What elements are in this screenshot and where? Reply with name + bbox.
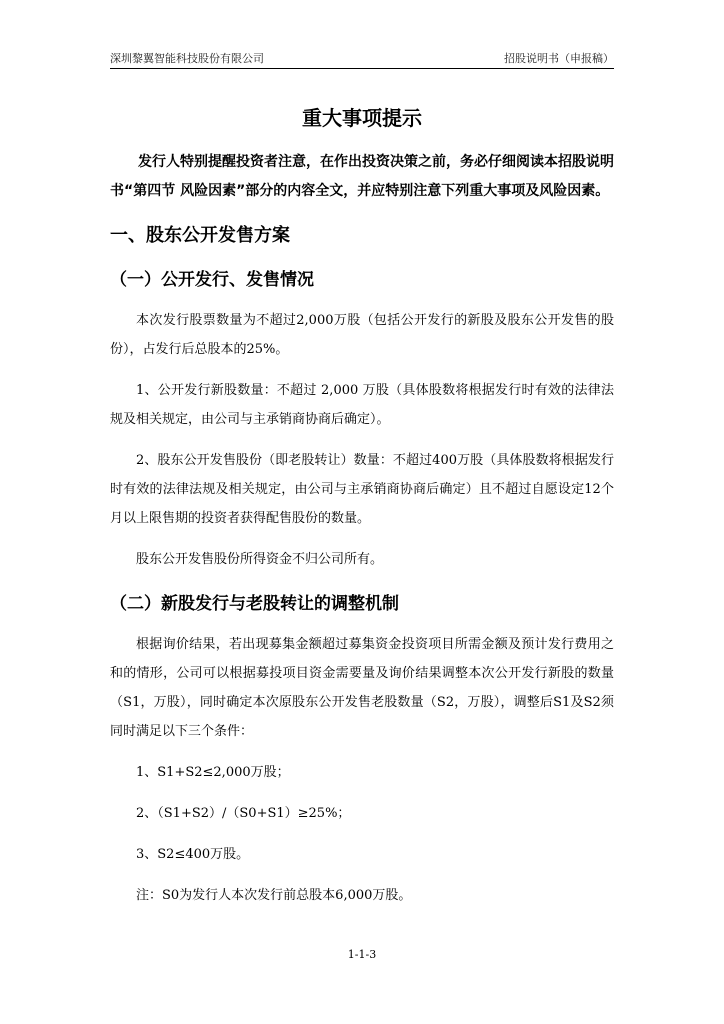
- paragraph: 2、股东公开发售股份（即老股转让）数量：不超过400万股（具体股数将根据发行时有效的法律法规及相关规定，由公司与主承销商协商后确定）且不超过自愿设定12个月以上限售期的投资者获得配售股份的数量。: [110, 453, 614, 526]
- paragraph: 本次发行股票数量为不超过2,000万股（包括公开发行的新股及股东公开发售的股份），占发行后总股本的25%。: [110, 313, 614, 357]
- page-header: [110, 50, 614, 66]
- condition-item: 2、（S1+S2）/（S0+S1）≥25%；: [136, 806, 351, 821]
- header-company: 深圳黎翼智能科技股份有限公司: [110, 52, 264, 65]
- page-body: [110, 100, 614, 910]
- important-notice: 发行人特别提醒投资者注意，在作出投资决策之前，务必仔细阅读本招股说明书“第四节 风险因素”部分的内容全文，并应特别注意下列重大事项及风险因素。: [110, 154, 614, 199]
- note: 注：S0为发行人本次发行前总股本6,000万股。: [136, 888, 412, 903]
- condition-item: 1、S1+S2≤2,000万股；: [136, 765, 290, 780]
- header-doc-type: 招股说明书（申报稿）: [504, 52, 614, 65]
- section-heading: 一、股东公开发售方案: [110, 225, 290, 246]
- subsection-heading-1: （一）公开发行、发售情况: [110, 270, 314, 290]
- subsection-heading-2: （二）新股发行与老股转让的调整机制: [110, 594, 399, 614]
- condition-item: 3、S2≤400万股。: [136, 847, 250, 862]
- paragraph: 根据询价结果，若出现募集金额超过募集资金投资项目所需金额及预计发行费用之和的情形，公司可以根据募投项目资金需要量及询价结果调整本次公开发行新股的数量（S1，万股），同时确定本次原股东公开发售老股数量（S2，万股），调整后S1及S2须同时满足以下三个条件：: [110, 637, 614, 739]
- page-title: 重大事项提示: [302, 106, 422, 130]
- page-number: 1-1-3: [347, 948, 377, 961]
- paragraph: 股东公开发售股份所得资金不归公司所有。: [136, 552, 384, 567]
- header-rule: [110, 68, 614, 69]
- paragraph: 1、公开发行新股数量：不超过 2,000 万股（具体股数将根据发行时有效的法律法规及相关规定，由公司与主承销商协商后确定）。: [110, 383, 614, 427]
